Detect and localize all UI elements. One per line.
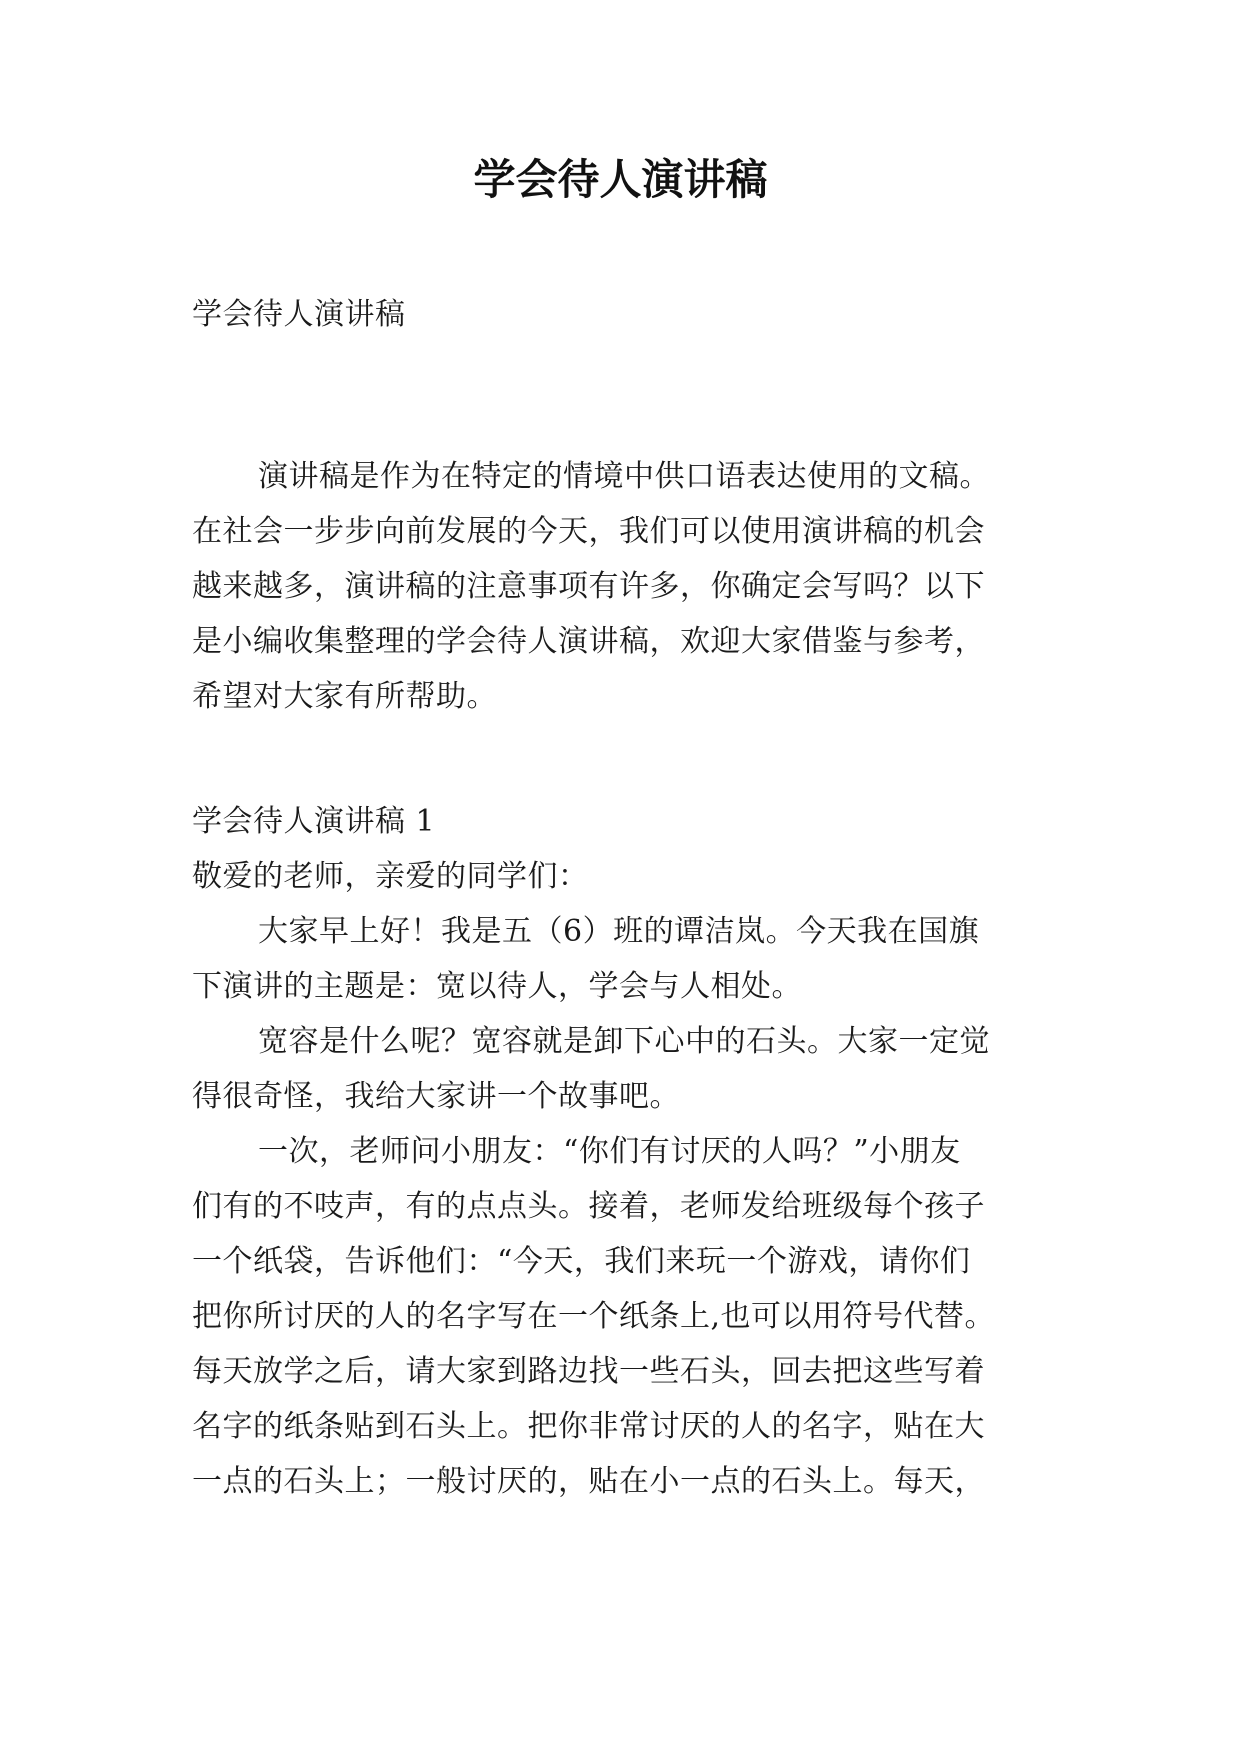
body-line: 把你所讨厌的人的名字写在一个纸条上,也可以用符号代替。	[192, 1299, 996, 1334]
body-line: 们有的不吱声，有的点点头。接着，老师发给班级每个孩子	[192, 1189, 985, 1224]
body-line: 下演讲的主题是：宽以待人，学会与人相处。	[192, 969, 802, 1004]
body-line: 宽容是什么呢？宽容就是卸下心中的石头。大家一定觉	[258, 1024, 990, 1059]
intro-line: 希望对大家有所帮助。	[192, 679, 497, 714]
section-heading: 学会待人演讲稿 1	[192, 804, 436, 839]
intro-line: 越来越多，演讲稿的注意事项有许多，你确定会写吗？以下	[192, 569, 985, 604]
body-line: 一个纸袋，告诉他们：“今天，我们来玩一个游戏，请你们	[192, 1244, 971, 1279]
body-line: 一点的石头上；一般讨厌的，贴在小一点的石头上。每天，	[192, 1464, 985, 1499]
intro-line: 在社会一步步向前发展的今天，我们可以使用演讲稿的机会	[192, 514, 985, 549]
body-line: 名字的纸条贴到石头上。把你非常讨厌的人的名字，贴在大	[192, 1409, 985, 1444]
body-line: 一次，老师问小朋友：“你们有讨厌的人吗？”小朋友	[258, 1134, 961, 1169]
salutation: 敬爱的老师，亲爱的同学们：	[192, 859, 589, 894]
body-line: 得很奇怪，我给大家讲一个故事吧。	[192, 1079, 680, 1114]
body-line: 每天放学之后，请大家到路边找一些石头，回去把这些写着	[192, 1354, 985, 1389]
intro-line: 是小编收集整理的学会待人演讲稿，欢迎大家借鉴与参考，	[192, 624, 985, 659]
body-line: 大家早上好！我是五（6）班的谭洁岚。今天我在国旗	[258, 914, 980, 949]
document-subtitle: 学会待人演讲稿	[192, 297, 406, 332]
intro-line: 演讲稿是作为在特定的情境中供口语表达使用的文稿。	[258, 459, 990, 494]
document-title: 学会待人演讲稿	[473, 155, 768, 204]
